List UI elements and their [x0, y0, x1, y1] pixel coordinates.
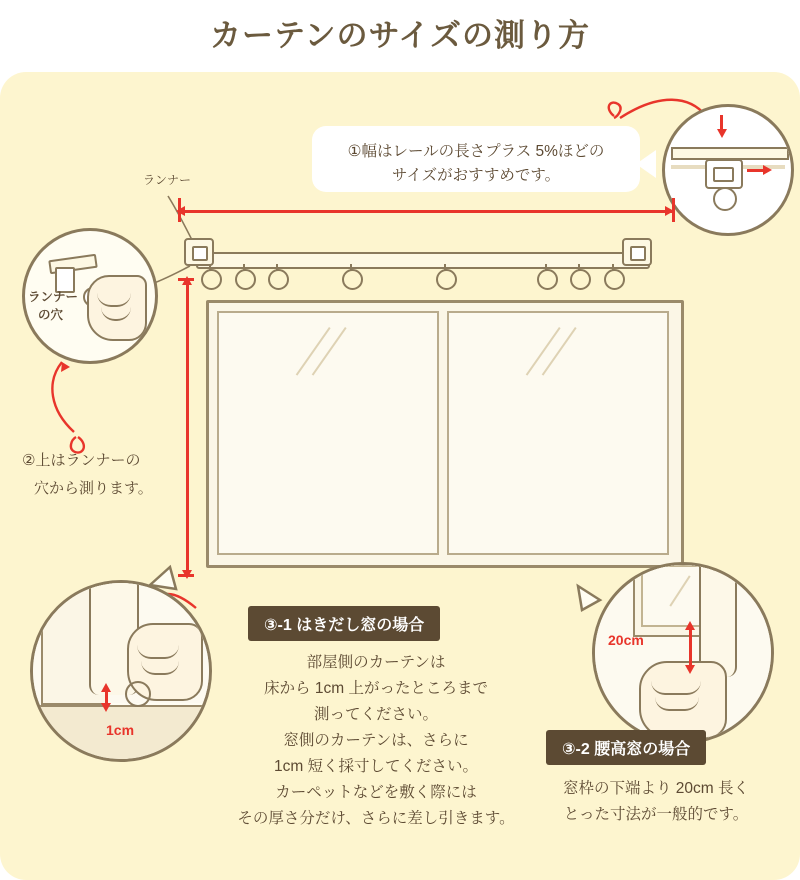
step3-2-line-0: 窓枠の下端より 20cm 長く: [562, 780, 750, 797]
step3-1-line-0: 部屋側のカーテンは: [306, 654, 446, 671]
step3-1-line-1: 床から 1cm 上がったところまで: [264, 680, 488, 697]
width-measure-line: [182, 210, 672, 213]
step3-1-line-2: 測ってください。: [313, 706, 438, 723]
curtain-ring: [235, 269, 256, 290]
sill-gap-closeup: [592, 562, 774, 744]
step2-line1: ②上はランナーの: [22, 452, 141, 469]
tip-bubble-line2: サイズがおすすめです。: [391, 167, 561, 184]
curtain-ring: [268, 269, 289, 290]
tip-bubble-line1: ①幅はレールの長さプラス 5%ほどの: [347, 143, 605, 160]
curtain-ring: [436, 269, 457, 290]
curtain-ring: [604, 269, 625, 290]
window-pane-left: [217, 311, 439, 555]
curtain-rail: [196, 252, 650, 269]
window-frame: [206, 300, 684, 568]
step3-1-line-3: 窓側のカーテンは、さらに: [283, 732, 469, 749]
step2-line2: 穴から測ります。: [34, 480, 153, 497]
window-pane-right: [447, 311, 669, 555]
step3-1-line-6: その厚さ分だけ、さらに差し引きます。: [237, 810, 515, 827]
rail-bracket-left: [184, 238, 214, 266]
curtain-ring: [537, 269, 558, 290]
page-title: カーテンのサイズの測り方: [210, 18, 590, 53]
rail-bracket-right: [622, 238, 652, 266]
step3-1-chip: ③-1 はきだし窓の場合: [248, 606, 440, 641]
curtain-ring: [201, 269, 222, 290]
step3-2-chip: ③-2 腰高窓の場合: [546, 730, 706, 765]
step3-1-line-4: 1cm 短く採寸してください。: [273, 758, 479, 775]
curtain-ring: [570, 269, 591, 290]
rail-bracket-closeup: [662, 104, 794, 236]
runner-hole-label-line1: ランナー: [28, 290, 79, 304]
measure-1cm-label: 1cm: [106, 722, 135, 738]
step3-1-line-5: カーペットなどを敷く際には: [275, 784, 477, 801]
height-measure-line: [186, 284, 189, 572]
step3-2-line-1: とった寸法が一般的です。: [563, 806, 749, 823]
curtain-ring: [342, 269, 363, 290]
measure-20cm-label: 20cm: [608, 632, 644, 648]
runner-hole-label-line2: の穴: [38, 308, 64, 322]
runner-label: ランナー: [142, 173, 191, 187]
